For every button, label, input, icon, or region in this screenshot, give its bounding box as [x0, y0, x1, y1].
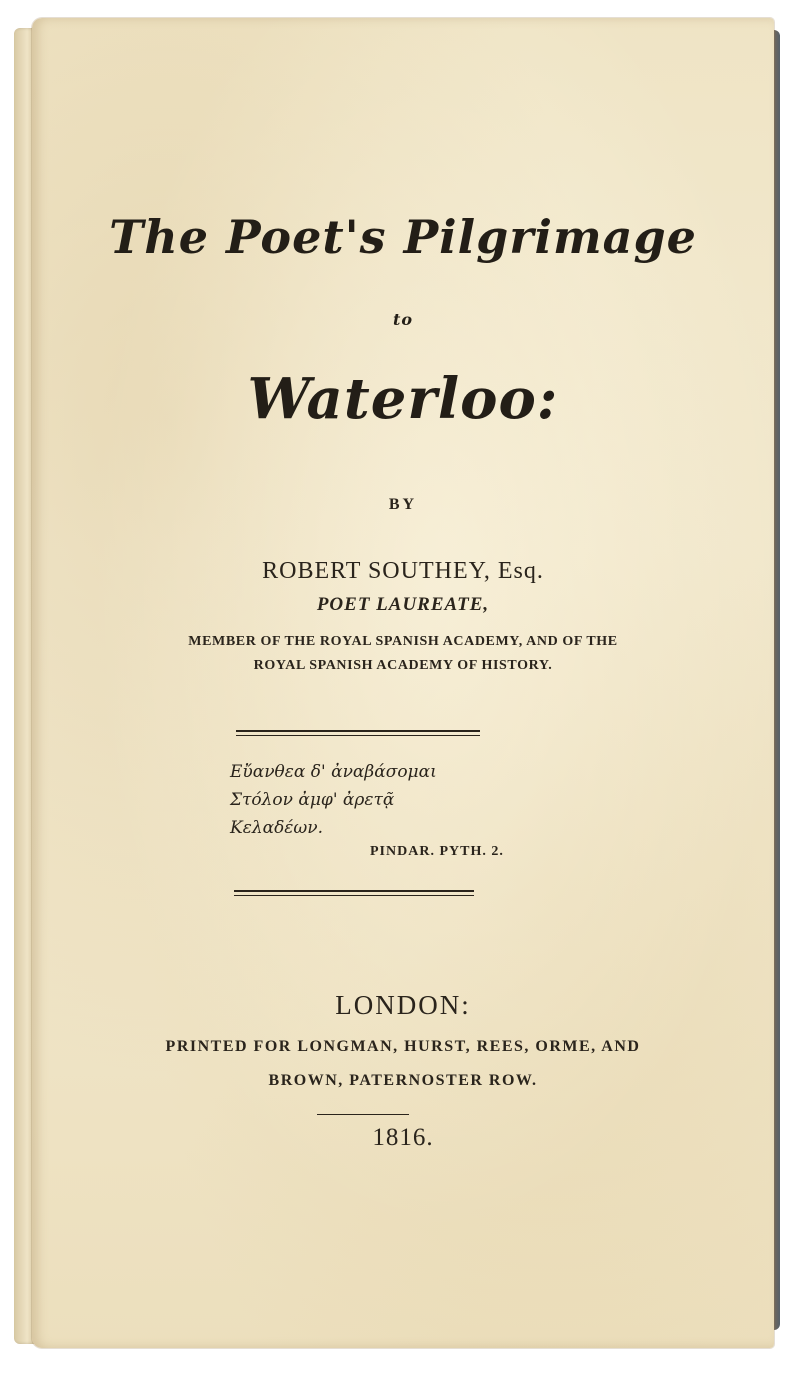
- title-page: [32, 18, 774, 1348]
- membership-line-2: ROYAL SPANISH ACADEMY OF HISTORY.: [253, 658, 553, 673]
- epigraph-attribution: PINDAR. PYTH. 2.: [370, 844, 504, 859]
- membership-line-1: MEMBER OF THE ROYAL SPANISH ACADEMY, AND OF THE: [188, 634, 618, 649]
- author-title: POET LAUREATE,: [316, 594, 490, 615]
- epigraph-line-2: Στόλον ἀμφ' ἀρετᾷ: [230, 790, 395, 810]
- author-name: ROBERT SOUTHEY, Esq.: [262, 558, 544, 584]
- title-line-1: The Poet's Pilgrimage: [109, 210, 697, 264]
- imprint-printer-line-1: PRINTED FOR LONGMAN, HURST, REES, ORME, AND: [165, 1038, 641, 1055]
- title-line-2: Waterloo:: [247, 366, 559, 432]
- title-connector: to: [392, 310, 414, 329]
- by-line: BY: [388, 496, 418, 513]
- imprint-printer-line-2: BROWN, PATERNOSTER ROW.: [268, 1072, 538, 1089]
- membership-text: [32, 630, 774, 678]
- epigraph-line-3: Κελαδέων.: [230, 818, 324, 838]
- double-rule-top: [236, 730, 480, 732]
- imprint-printer: [32, 1030, 774, 1098]
- double-rule-bottom: [234, 890, 474, 892]
- epigraph: [230, 758, 437, 842]
- short-rule: [317, 1114, 409, 1115]
- imprint-year: 1816.: [372, 1124, 434, 1151]
- epigraph-line-1: Εὔανθεα δ' ἀναβάσομαι: [230, 762, 437, 782]
- imprint-city: LONDON:: [335, 990, 471, 1020]
